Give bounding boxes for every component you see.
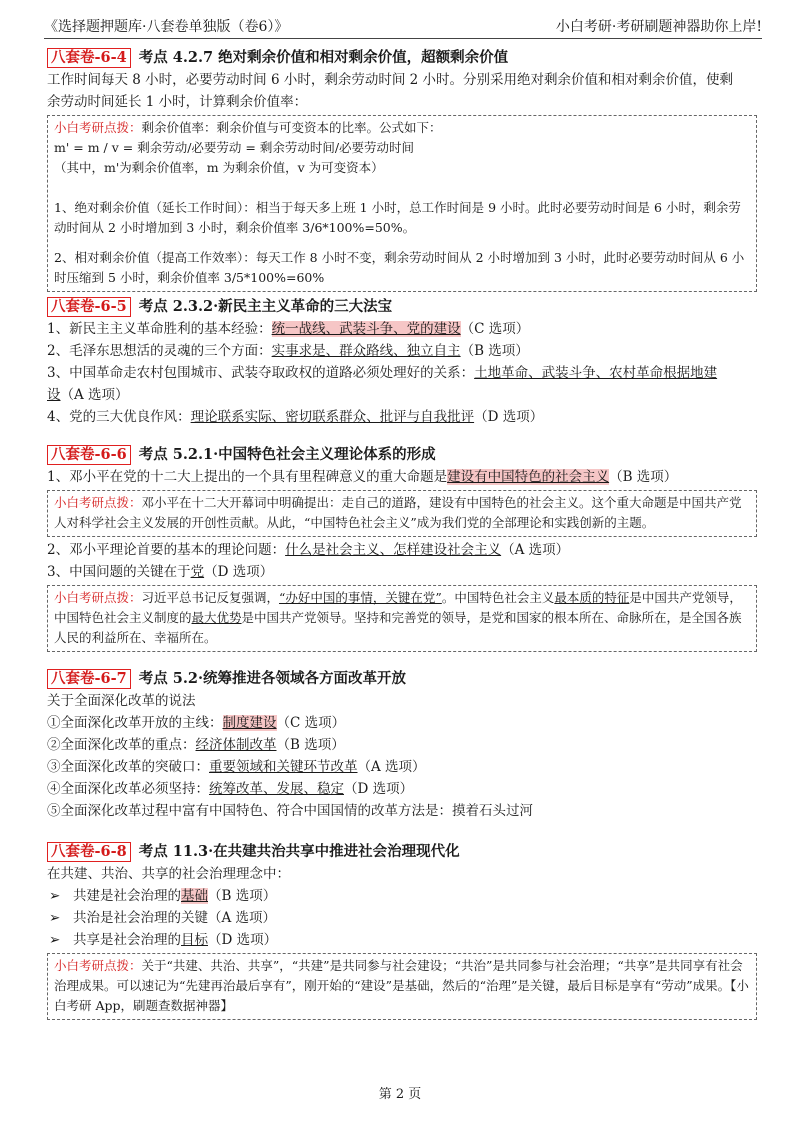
arrow-bullet-icon: ➢ — [49, 910, 61, 926]
list-item: ➢ 共治是社会治理的关键（A 选项） — [47, 907, 757, 929]
section-6-7 — [47, 668, 757, 822]
list-item: 1、新民主主义革命胜利的基本经验：统一战线、武装斗争、党的建设（C 选项） — [47, 321, 530, 337]
tip-label: 小白考研点拨： — [54, 495, 142, 510]
header-slogan: 小白考研·考研刷题神器助你上岸! — [555, 19, 762, 35]
question-line: 工作时间每天 8 小时，必要劳动时间 6 小时，剩余劳动时间 2 小时。分别采用绝对剩余价值和相对剩余价值，使剩 — [47, 72, 734, 88]
section-6-6 — [47, 444, 757, 654]
section-tag: 八套卷-6-6 — [47, 445, 131, 465]
section-title: 八套卷-6-8 考点 11.3·在共建共治共享中推进社会治理现代化 — [47, 841, 757, 863]
section-tag: 八套卷-6-7 — [47, 669, 131, 689]
page-number: 第 2 页 — [378, 1087, 422, 1102]
section-title: 八套卷-6-5 考点 2.3.2·新民主主义革命的三大法宝 — [47, 296, 757, 318]
header-title: 《选择题押题库·八套卷单独版（卷6）》 — [44, 19, 289, 35]
list-item: 2、毛泽东思想活的灵魂的三个方面：实事求是、群众路线、独立自主（B 选项） — [47, 343, 529, 359]
intro-line: 在共建、共治、共享的社会治理理念中： — [47, 866, 290, 882]
arrow-bullet-icon: ➢ — [49, 932, 61, 948]
tip-box: 小白考研点拨：关于“共建、共治、共享”，“共建”是共同参与社会建设；“共治”是共同参与社会治理；“共享”是共同享有社会治理成果。可以速记为“先建再治最后享有”，刚开始的“建设”是基础，然后的“治理”是关键，最后目标是享有“劳动”成果。【小白考研 App，刷题查数据神器】 — [47, 953, 757, 1020]
list-item: ①全面深化改革开放的主线：制度建设（C 选项） — [47, 715, 346, 731]
section-6-4 — [47, 47, 757, 294]
tip-label: 小白考研点拨： — [54, 958, 142, 973]
tip-label: 小白考研点拨： — [54, 590, 142, 605]
list-item: ⑤全面深化改革过程中富有中国特色、符合中国国情的改革方法是：摸着石头过河 — [47, 803, 533, 819]
section-title: 八套卷-6-7 考点 5.2·统筹推进各领域各方面改革开放 — [47, 668, 757, 690]
arrow-bullet-icon: ➢ — [49, 888, 61, 904]
list-item: 3、中国问题的关键在于党（D 选项） — [47, 564, 274, 580]
section-tag: 八套卷-6-5 — [47, 297, 131, 317]
section-tag: 八套卷-6-8 — [47, 842, 131, 862]
section-title: 八套卷-6-6 考点 5.2.1·中国特色社会主义理论体系的形成 — [47, 444, 757, 466]
section-title: 八套卷-6-4 考点 4.2.7 绝对剩余价值和相对剩余价值，超额剩余价值 — [47, 47, 757, 69]
list-item: 3、中国革命走农村包围城市、武装夺取政权的道路必须处理好的关系：土地革命、武装斗争、农村革命根据地建 — [47, 365, 718, 381]
list-item: ③全面深化改革的突破口：重要领域和关键环节改革（A 选项） — [47, 759, 426, 775]
intro-line: 关于全面深化改革的说法 — [47, 693, 196, 709]
tip-box: 小白考研点拨：剩余价值率：剩余价值与可变资本的比率。公式如下： m' = m / v = 剩余劳动/必要劳动 = 剩余劳动时间/必要劳动时间 （其中，m'为剩余价值率，m 为剩余价值，v 为可变资本） 1、绝对剩余价值（延长工作时间）：相当于每天多上班 1 小时，总工作时间是 9 小时。此时必要劳动时间是 6 小时，剩余劳动时间从 2 小时增加到 3 小时，剩余价值率 3/6*100%=50%。 2、相对剩余价值（提高工作效率）：每天工作 8 小时不变，剩余劳动时间从 2 小时增加到 3 小时，此时必要劳动时间从 6 小时压缩到 5 小时，剩余价值率 3/5*100%=60% — [47, 115, 757, 292]
section-6-5 — [47, 296, 757, 428]
list-item: 1、邓小平在党的十二大上提出的一个具有里程碑意义的重大命题是建设有中国特色的社会主义（B 选项） — [47, 469, 678, 485]
tip-label: 小白考研点拨： — [54, 120, 142, 135]
section-tag: 八套卷-6-4 — [47, 48, 131, 68]
list-item: 设（A 选项） — [47, 387, 129, 403]
page-header — [44, 14, 762, 39]
question-line: 余劳动时间延长 1 小时，计算剩余价值率： — [47, 94, 308, 110]
list-item: ➢ 共建是社会治理的基础（B 选项） — [47, 885, 757, 907]
list-item: 4、党的三大优良作风：理论联系实际、密切联系群众、批评与自我批评（D 选项） — [47, 409, 544, 425]
list-item: ➢ 共享是社会治理的目标（D 选项） — [47, 929, 757, 951]
tip-box: 小白考研点拨：邓小平在十二大开幕词中明确提出：走自己的道路，建设有中国特色的社会主义。这个重大命题是中国共产党人对科学社会主义发展的开创性贡献。从此，“中国特色社会主义”成为我们党的全部理论和实践创新的主题。 — [47, 490, 757, 537]
list-item: 2、邓小平理论首要的基本的理论问题：什么是社会主义、怎样建设社会主义（A 选项） — [47, 542, 570, 558]
list-item: ②全面深化改革的重点：经济体制改革（B 选项） — [47, 737, 345, 753]
list-item: ④全面深化改革必须坚持：统筹改革、发展、稳定（D 选项） — [47, 781, 414, 797]
tip-box: 小白考研点拨：习近平总书记反复强调，“办好中国的事情，关键在党”。中国特色社会主义最本质的特征是中国共产党领导，中国特色社会主义制度的最大优势是中国共产党领导。坚持和完善党的领导，是党和国家的根本所在、命脉所在，是全国各族人民的利益所在、幸福所在。 — [47, 585, 757, 652]
section-6-8 — [47, 841, 757, 1022]
